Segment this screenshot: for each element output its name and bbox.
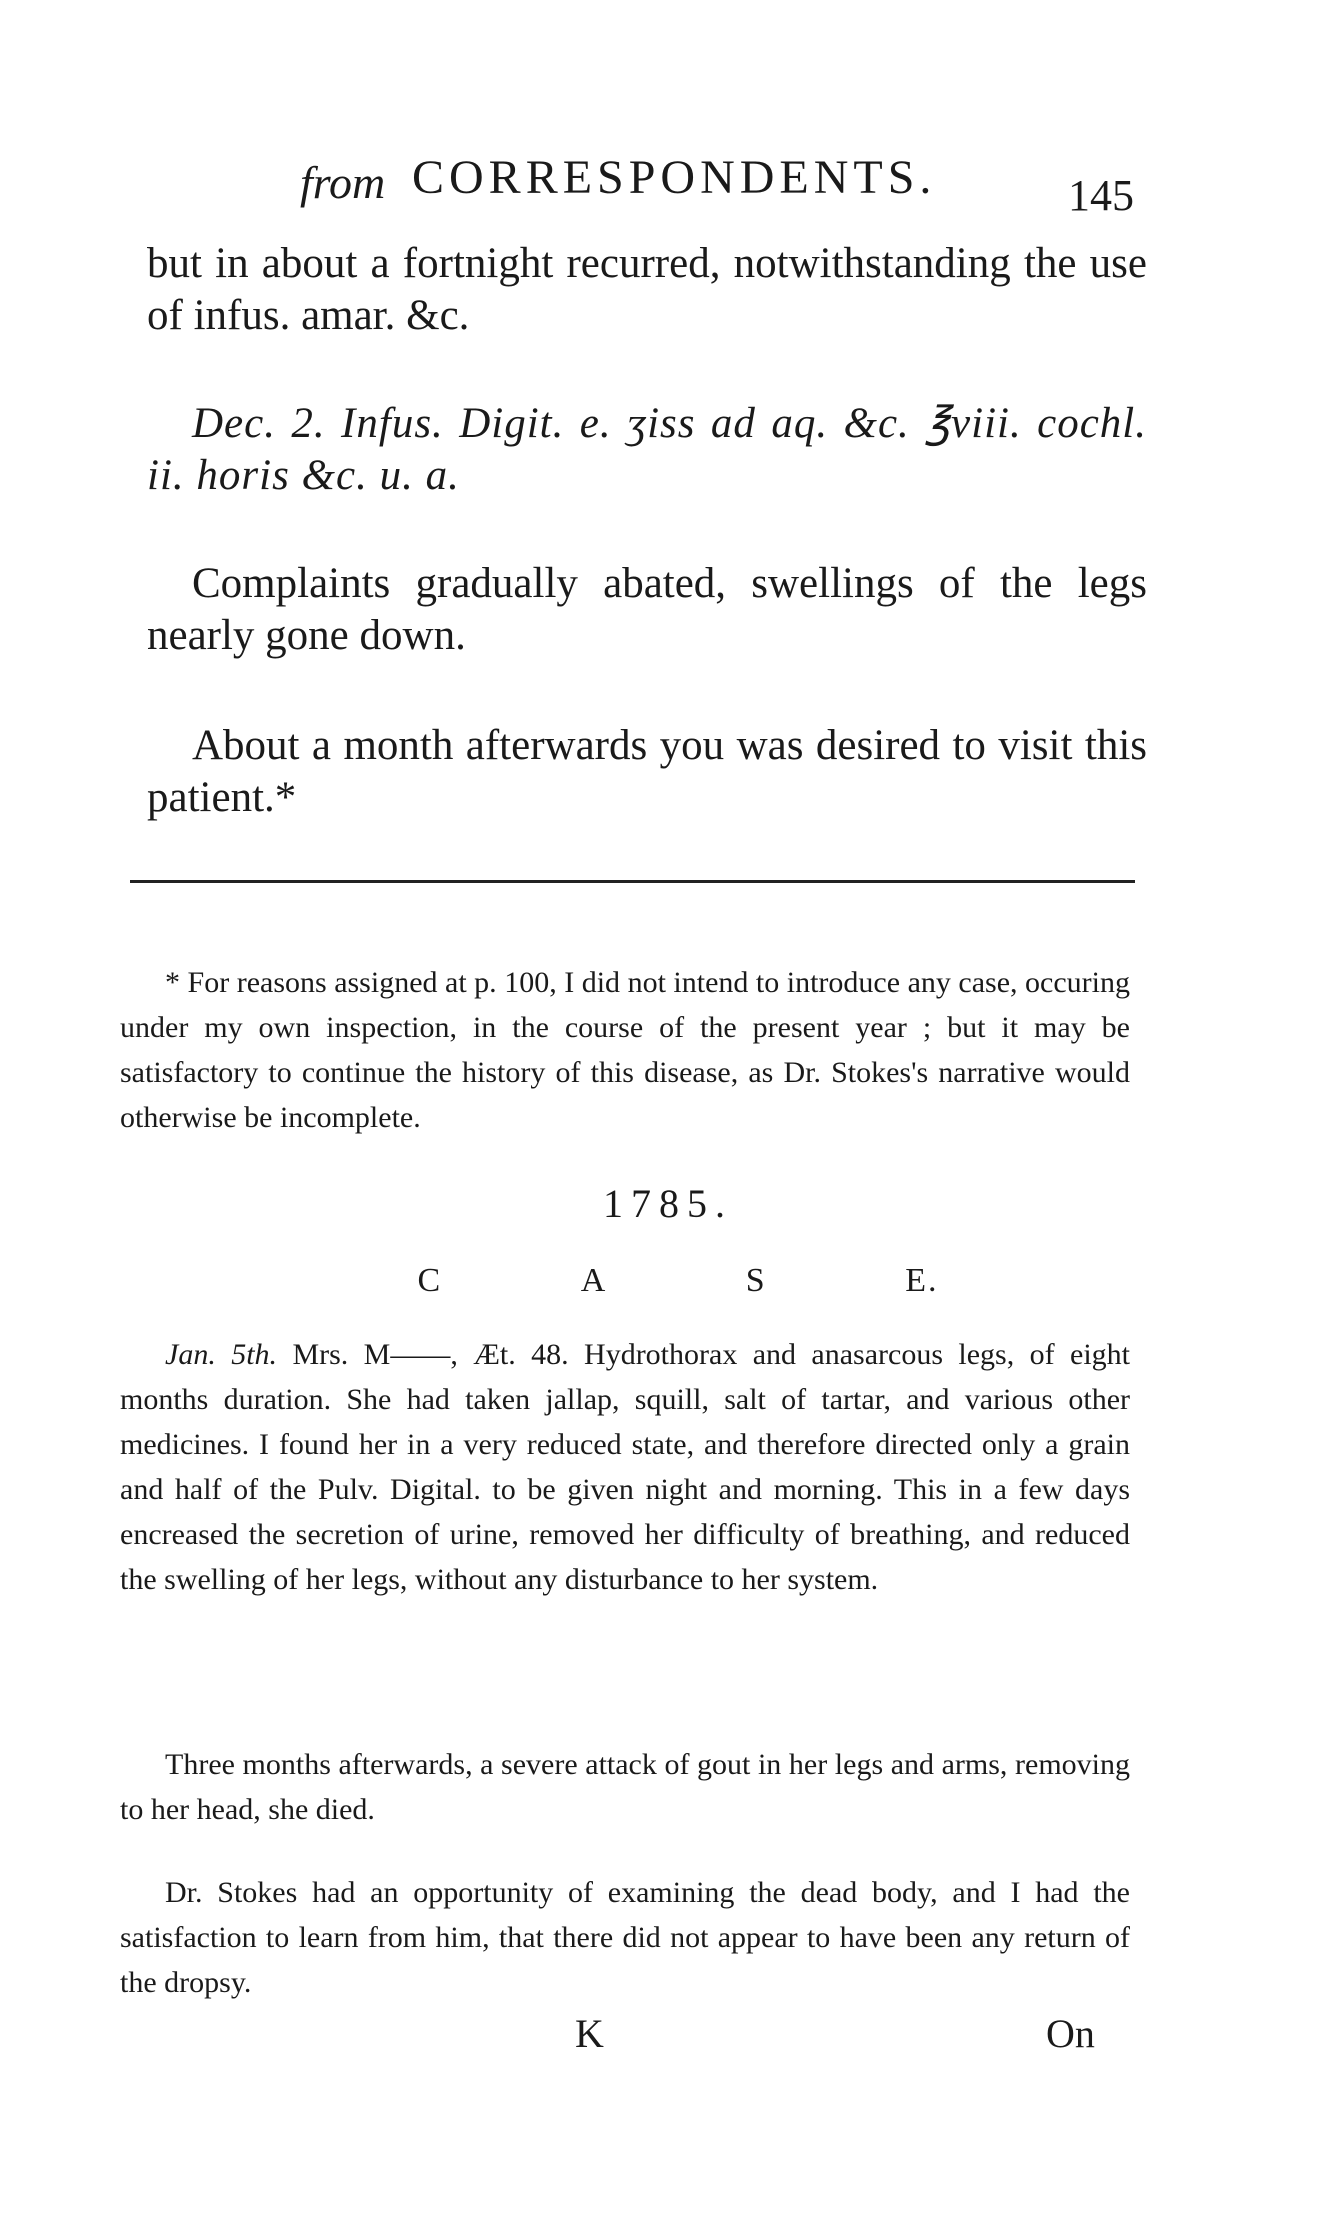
paragraph-text: but in about a fortnight recurred, notwithstanding the use of infus. amar. &c. <box>147 240 1147 339</box>
case-text: Three months afterwards, a severe attack of gout in her legs and arms, removing to her head, she died. <box>120 1748 1130 1826</box>
catchword: On <box>1046 2011 1095 2056</box>
running-head-from: from <box>300 157 386 208</box>
page-number: 145 <box>1068 171 1134 220</box>
case-paragraph-1 <box>120 1332 1130 1602</box>
paragraph-text: About a month afterwards you was desired to visit this patient.* <box>147 722 1147 821</box>
footnote-text: * For reasons assigned at p. 100, I did not intend to introduce any case, occuring under my own inspection, in the course of the present year ; but it may be satisfactory to continue the history of this disease, as Dr. Stokes's narrative would otherwise be incomplete. <box>120 966 1130 1134</box>
paragraph-visit <box>147 720 1147 824</box>
case-paragraph-2 <box>120 1742 1130 1832</box>
case-paragraph-3 <box>120 1870 1130 2005</box>
paragraph-continuation <box>147 238 1147 342</box>
paragraph-text: Complaints gradually abated, swellings of the legs nearly gone down. <box>147 560 1147 659</box>
case-body: Mrs. M——, Æt. 48. Hydrothorax and anasarcous legs, of eight months duration. She had taken jallap, squill, salt of tartar, and various other medicines. I found her in a very reduced state, and therefore directed only a grain and half of the Pulv. Digital. to be given night and morning. This in a few days encreased the secretion of urine, removed her difficulty of breathing, and reduced the swelling of her legs, without any disturbance to her system. <box>120 1338 1130 1596</box>
case-text <box>120 1332 1130 1602</box>
footnote-divider <box>130 880 1135 883</box>
case-letter: E. <box>905 1262 939 1299</box>
running-head <box>300 150 1200 220</box>
paragraph-complaints <box>147 558 1147 662</box>
signature-mark: K <box>575 2011 604 2056</box>
prescription-text: Dec. 2. Infus. Digit. e. ʒiss ad aq. &c. ℥viii. cochl. ii. horis &c. u. a. <box>147 400 1147 499</box>
running-head-title: CORRESPONDENTS. <box>412 151 937 204</box>
case-letter: C <box>417 1262 443 1299</box>
case-letter: A <box>580 1262 608 1299</box>
case-letter: S <box>745 1262 767 1299</box>
case-date: Jan. 5th. <box>165 1338 278 1371</box>
paragraph-prescription <box>147 398 1147 502</box>
footnote <box>120 960 1130 1140</box>
case-text: Dr. Stokes had an opportunity of examining the dead body, and I had the satisfaction to learn from him, that there did not appear to have been any return of the dropsy. <box>120 1876 1130 1999</box>
case-heading <box>0 1262 1336 1300</box>
section-year: 1785. <box>603 1181 733 1226</box>
